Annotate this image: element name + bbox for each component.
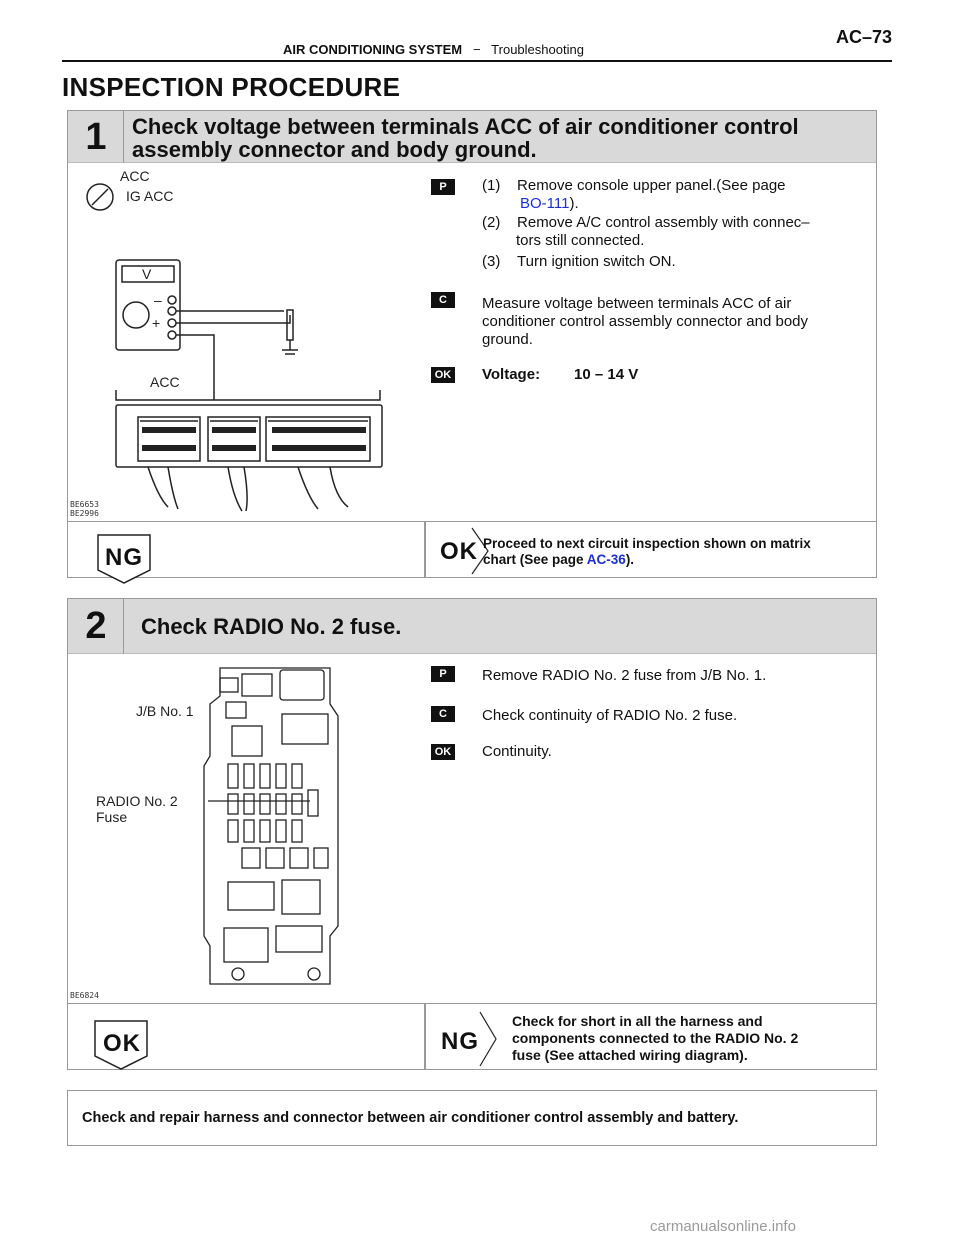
step1-title-line1: Check voltage between terminals ACC of air conditioner control — [132, 114, 799, 139]
link-ac-36[interactable]: AC-36 — [586, 552, 626, 567]
step1-badge-ok: OK — [431, 367, 455, 383]
result2-ng-label: NG — [441, 1028, 479, 1055]
header-separator: − — [472, 42, 481, 57]
step2-badge-ok: OK — [431, 744, 455, 760]
connector-housing — [116, 405, 382, 467]
step2-number: 2 — [85, 605, 107, 647]
step1-number: 1 — [85, 116, 107, 158]
fig2-label-jb: J/B No. 1 — [136, 703, 194, 719]
result1-ok-label: OK — [440, 538, 478, 565]
fig1-label-igacc: IG ACC — [126, 188, 174, 204]
result1-text-pre: chart (See page — [483, 552, 587, 567]
step1-check-line2: conditioner control assembly connector and body — [482, 313, 809, 330]
step1-prep2-num: (2) — [482, 214, 501, 231]
link-bo-111[interactable]: BO-111 — [520, 195, 570, 212]
step1-check-line1: Measure voltage between terminals ACC of air — [482, 295, 792, 312]
result1-text-line1: Proceed to next circuit inspection shown on matrix — [483, 536, 811, 551]
step1-prep3 — [482, 252, 676, 271]
step2-check: Check continuity of RADIO No. 2 fuse. — [482, 707, 738, 724]
fig1-meter-plus: + — [152, 315, 161, 331]
step2-badge-p: P — [431, 666, 455, 682]
step1-prep2-cont: tors still connected. — [516, 232, 645, 249]
step2-ok: Continuity. — [482, 743, 552, 760]
step1-ok-label: Voltage: — [482, 366, 541, 383]
fig2-label-radio1: RADIO No. 2 — [96, 793, 178, 809]
final-action: Check and repair harness and connector between air conditioner control assembly and battery. — [67, 1090, 877, 1146]
step1-prep1 — [482, 176, 786, 195]
running-header — [283, 42, 584, 57]
step1-prep3-num: (3) — [482, 253, 501, 270]
step1-prep1-cont — [520, 194, 579, 213]
result2-text-line1: Check for short in all the harness and — [512, 1013, 763, 1029]
step1-prep2-text: Remove A/C control assembly with connec– — [517, 214, 810, 231]
fig1-meter-minus: – — [154, 292, 162, 308]
result2-text-line3: fuse (See attached wiring diagram). — [512, 1047, 748, 1063]
step1-badge-c: C — [431, 292, 455, 308]
step1-prep1-num: (1) — [482, 177, 501, 194]
header-subsection: Troubleshooting — [491, 42, 584, 57]
step1-badge-p: P — [431, 179, 455, 195]
result2-ok-label: OK — [103, 1030, 141, 1057]
header-section: AIR CONDITIONING SYSTEM — [283, 42, 463, 57]
page-title: INSPECTION PROCEDURE — [62, 72, 401, 102]
step1-prep3-text: Turn ignition switch ON. — [517, 253, 676, 270]
result1-text-line2 — [483, 552, 634, 568]
result2-text-line2: components connected to the RADIO No. 2 — [512, 1030, 799, 1046]
step2-prep: Remove RADIO No. 2 fuse from J/B No. 1. — [482, 667, 767, 684]
step1-prep1-end: ). — [569, 195, 579, 212]
page-number: AC–73 — [836, 27, 893, 47]
step1-prep1-text: Remove console upper panel.(See page — [517, 177, 786, 194]
fig1-label-acc: ACC — [120, 168, 150, 184]
fig1-id2: BE2996 — [70, 509, 99, 518]
watermark: carmanualsonline.info — [650, 1218, 796, 1235]
step1-check-line3: ground. — [482, 331, 533, 348]
fig2-label-radio2: Fuse — [96, 809, 128, 825]
step1-title-line2: assembly connector and body ground. — [132, 137, 537, 162]
step1-ok-value: 10 – 14 V — [574, 366, 639, 383]
result2-divider — [424, 1004, 426, 1070]
fig1-label-acc2: ACC — [150, 374, 180, 390]
header-rule — [62, 60, 892, 62]
result1-ng-label: NG — [105, 544, 143, 571]
step1-prep2 — [482, 213, 810, 232]
step2-figure — [68, 656, 420, 1002]
result1-text-post: ). — [625, 552, 635, 567]
ng-arrow-2 — [478, 1010, 500, 1068]
result1-divider — [424, 522, 426, 578]
step2-badge-c: C — [431, 706, 455, 722]
fig1-meter-v: V — [142, 266, 152, 282]
fig2-id: BE6824 — [70, 991, 99, 1000]
step2-title: Check RADIO No. 2 fuse. — [141, 614, 402, 639]
step1-figure — [68, 165, 420, 520]
fig1-id1: BE6653 — [70, 500, 99, 509]
